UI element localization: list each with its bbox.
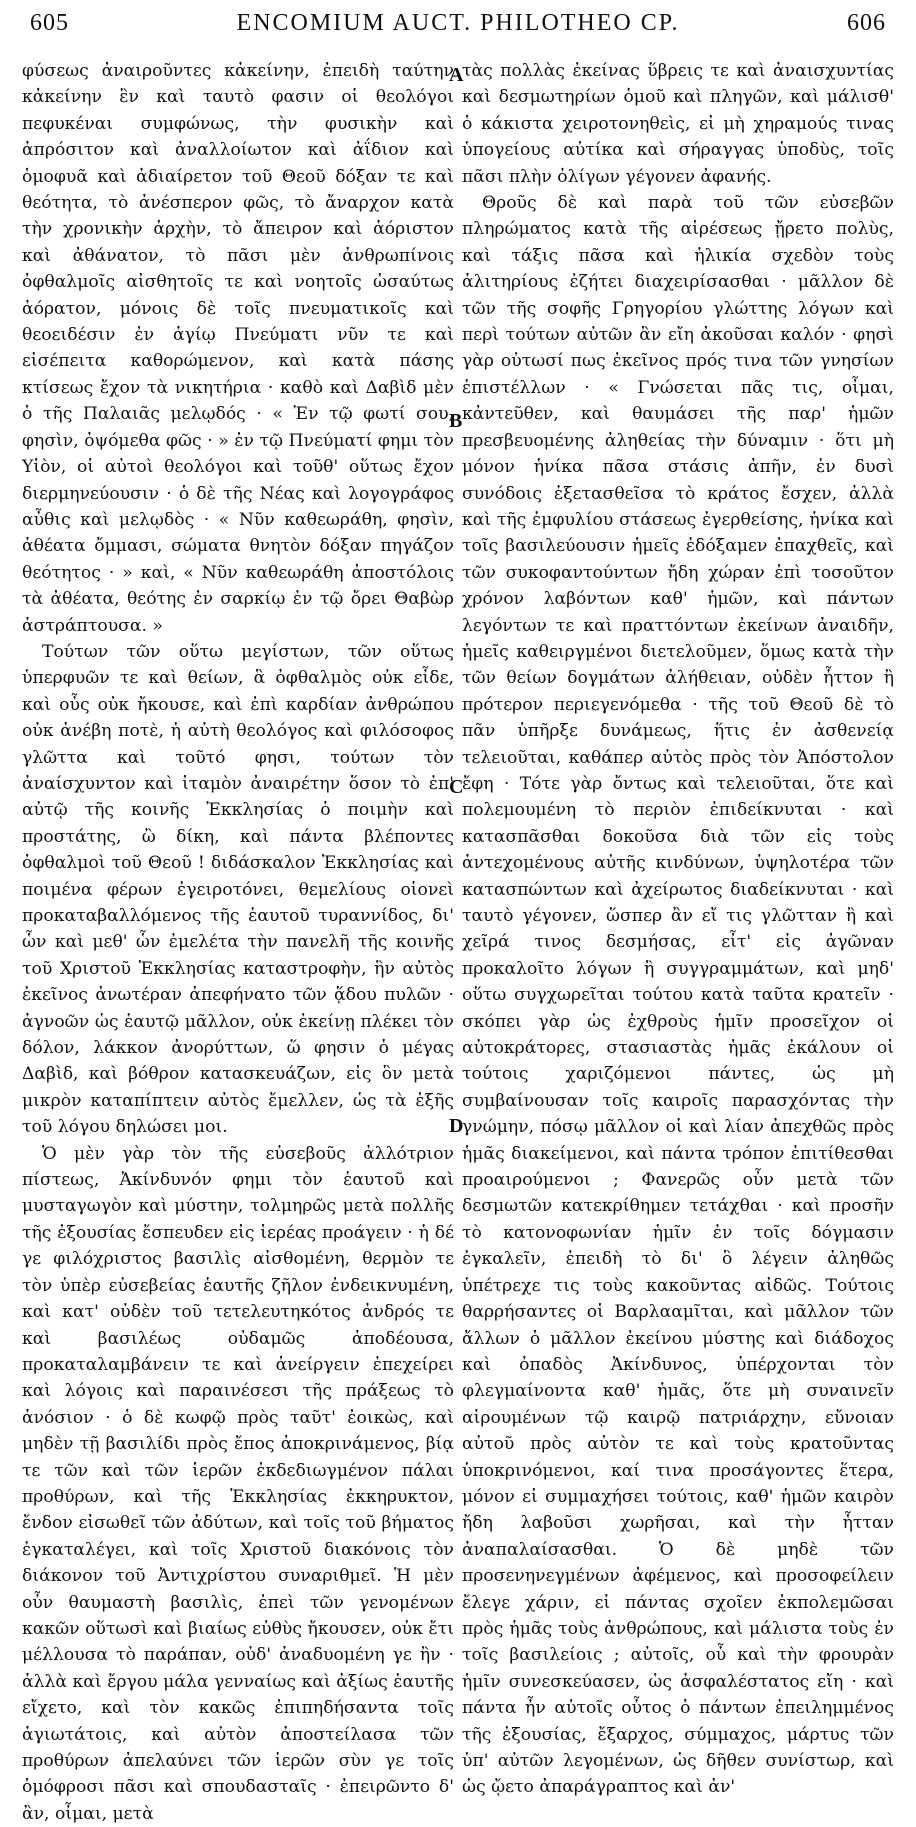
paragraph: Θροῦς δὲ καὶ παρὰ τοῦ τῶν εὐσεβῶν πληρώματος κατὰ τῆς αἱρέσεως ᾔρετο πολὺς, καὶ τάξις πᾶσα καὶ ἡλικία σχεδὸν τοὺς ἀλιτηρίους ἐζήτει διαχειρίσασθαι · μᾶλλον δὲ τῶν τῆς σοφῆς Γρηγορίου γλώττης λόγων καὶ περὶ τούτων αὐτῶν ἂν εἴη ἀκοῦσαι καλόν · φησὶ γὰρ οὑτωσί πως ἐκεῖνος πρός τινα τῶν γνησίων ἐπιστέλλων · « Γνώσεται πᾶς τις, οἶμαι, κἀντεῦθεν, καὶ θαυμάσει τῆς παρ' ἡμῶν πρεσβευομένης ἀληθείας τὴν δύναμιν · ὅτι μὴ μόνον ἡνίκα πᾶσα στάσις ἀπῆν, ἐν δυσὶ συνόδοις ἐξετασθεῖσα τὸ κράτος ἔσχεν, ἀλλὰ καὶ τῆς ἐμφυλίου στάσεως ἐγερθείσης, ἡνίκα καὶ τοῖς βασιλεύουσιν ἡμεῖς ἐδόξαμεν ἐπαχθεῖς, καὶ τῶν συκοφαντούντων ἤδη χώραν ἐπὶ τοσοῦτον χρόνον λαβόντων καθ' ἡμῶν, καὶ πάντων λεγόντων τε καὶ πραττόντων ἐκείνων ἀναιδῆν, ἡμεῖς καθειργμένοι διετελοῦμεν, ὅμως κατὰ τὴν τῶν θείων δογμάτων ἀλήθειαν, οὐδὲν ἧττον ἢ πρότερον περιεγενόμεθα · τῆς τοῦ Θεοῦ δὲ τὸ πᾶν ὑπῆρξε δυνάμεως, ἥτις ἐν ἀσθενείᾳ τελειοῦται, καθάπερ αὐτὸς πρὸς τὸν Ἀπόστολον ἔφη · Τότε γὰρ ὄντως καὶ τελειοῦται, ὅτε καὶ πολεμουμένη τὸ περιὸν ἐπιδείκνυται · καὶ κατασπᾶσθαι δοκοῦσα διὰ τῶν εἰς τοὺς ἀντεχομένους αὐτῆς κινδύνων, ὑψηλοτέρα τῶν κατασπώντων καὶ ἀχείρωτος διαδείκνυται · καὶ ταυτὸ γέγονεν, ὥσπερ ἂν εἴ τις γλῶτταν ἢ καὶ χεῖρά τινος δεσμήσας, εἶτ' εἰς ἀγῶναν προκαλοῖτο λόγων ἢ συγγραμμάτων, καὶ μηδ' οὕτω συγχωρεῖται τούτου κατὰ ταῦτα κρατεῖν · σκόπει γὰρ ὡς ἐχθροὺς ἡμῖν προσεῖχον οἱ αὐτοκράτορες, στασιαστὰς ἡμᾶς ἐκάλουν οἱ τούτοις χαριζόμενοι πάντες, ὡς μὴ συμβαίνουσαν τοῖς καιροῖς παρασχόντας τὴν γνώμην, πόσῳ μᾶλλον οἱ καὶ λίαν ἀπεχθῶς πρὸς ἡμᾶς διακείμενοι, καὶ πάντα τρόπον ἐπιτίθεσθαι προαιρούμενοι ; Φανερῶς οὖν μετὰ τῶν δεσμωτῶν κατεκρίθημεν τετάχθαι · καὶ προσῆν τὸ κατονοφωνίαν ἡμῖν ἐν τοῖς δόγμασιν ἐγκαλεῖν, ἐπειδὴ τὸ δι' ὃ λέγειν ἀληθῶς ὑπέτρεχε τις τοὺς κακοῦντας αἰδῶς. Τούτοις θαρρήσαντες οἱ Βαρλααμῖται, καὶ μᾶλλον τῶν ἄλλων ὁ μᾶλλον ἐκείνου μύστης καὶ διάδοχος καὶ ὀπαδὸς Ἀκίνδυνος, ὑπέρχονται τὸν φλεγμαίνοντα καθ' ἡμᾶς, ὅτε μὴ συναινεῖν αἱρουμένων τῷ καιρῷ πατριάρχην, εὔνοιαν αὐτοῦ πρὸς αὐτὸν τε καὶ τοὺς κρατοῦντας ὑποκρινόμενοι, καί τινα προσάγοντες ἕτερα, μόνον εἰ συμμαχήσει τούτοις, καθ' ἡμῶν καιρὸν ἤδη λαβοῦσι χωρῆσαι, καὶ τὴν ἧτταν ἀναπαλαίσασθαι. Ὁ δὲ μηδὲ τῶν προσενηνεγμένων ἀφέμενος, καὶ προσοφείλειν ἔλεγε χάριν, εἰ πάντας σχοῖεν ἐκπολεμῶσαι πρὸς ἡμᾶς τοὺς ἀνθρώπους, καὶ μάλιστα τοὺς ἐν τοῖς βασιλείοις ; αὐτοῖς, οὗ καὶ τὴν φρουρὰν ἡμῖν συνεσκεύασεν, ὡς ἀσφαλέστατος εἴη · καὶ πάντα ἦν αὐτοῖς οὗτος ὁ πάντων ἐπειλημμένος τῆς ἐξουσίας, ἔξαρχος, σύμμαχος, μάρτυς τῶν ὑπ' αὐτῶν λεγομένων, ὡς δῆθεν συνίστωρ, καὶ ὡς ᾤετο ἀπαράγραπτος καὶ ἀν' <box>462 193 894 1798</box>
margin-marker-c: C <box>449 776 464 798</box>
margin-marker-a: A <box>449 64 464 86</box>
page-number-left: 605 <box>30 10 69 36</box>
margin-marker-d: D <box>449 1115 464 1137</box>
running-title: ENCOMIUM AUCT. PHILOTHEO CP. <box>236 10 680 36</box>
paragraph: τὰς πολλὰς ἐκείνας ὕβρεις τε καὶ ἀναισχυντίας καὶ δεσμωτηρίων ὁμοῦ καὶ πληγῶν, καὶ μάλισθ' ὁ κάκιστα χειροτονηθεὶς, εἰ μὴ χηραμούς τινας ὑπογείους αὐτίκα καὶ σήραγγας ὑποδὺς, τοῖς πᾶσι πλὴν ὀλίγων γέγονεν ἀφανής. <box>462 61 894 187</box>
left-column <box>22 58 454 1824</box>
paragraph: Τούτων τῶν οὕτω μεγίστων, τῶν οὕτως ὑπερφυῶν τε καὶ θείων, ἃ ὀφθαλμὸς οὐκ εἶδε, καὶ οὖς οὐκ ἤκουσε, καὶ ἐπὶ καρδίαν ἀνθρώπου οὐκ ἀνέβη ποτὲ, ἡ αὐτὴ θεολόγος καὶ φιλόσοφος γλῶττα καὶ τοῦτό φησι, τούτων τὸν ἀναίσχυντον καὶ ἰταμὸν ἀναιρέτην ὅσον τὸ ἐπ' αὐτῷ τῆς κοινῆς Ἐκκλησίας ὁ ποιμὴν καὶ προστάτης, ὢ δίκη, καὶ πάντα βλέποντες ὀφθαλμοὶ τοῦ Θεοῦ ! διδάσκαλον Ἐκκλησίας καὶ ποιμένα φέρων ἐγειροτόνει, θεμελίους οἱονεὶ προκαταβαλλόμενος τῆς ἑαυτοῦ τυραννίδος, δι' ὧν καὶ μεθ' ὧν ἐμελέτα τὴν πανελῆ τῆς κοινῆς τοῦ Χριστοῦ Ἐκκλησίας καταστροφὴν, ἣν αὐτὸς ἐκεῖνος ἀνωτέραν ἀπεφήνατο τῶν ᾅδου πυλῶν · ἀγνοῶν ὡς ἑαυτῷ μᾶλλον, οὐκ ἐκείνῃ πλέκει τὸν δόλον, λάκκον ἀνορύττων, ὥ φησιν ὁ μέγας Δαβὶδ, καὶ βόθρον κατασκευάζων, εἰς ὃν μετὰ μικρὸν καταπίπτειν αὐτὸς ἔμελλεν, ὡς τὰ ἑξῆς τοῦ λόγου δηλώσει μοι. <box>22 641 454 1138</box>
page-number-right: 606 <box>847 10 886 36</box>
paragraph: Ὁ μὲν γὰρ τὸν τῆς εὐσεβοῦς ἀλλότριον πίστεως, Ἀκίνδυνόν φημι τὸν ἑαυτοῦ καὶ μυσταγωγὸν καὶ μύστην, τολμηρῶς μετὰ πολλῆς τῆς ἐξουσίας ἔσπευδεν εἰς ἱερέας προάγειν · ἡ δέ γε φιλόχριστος βασιλὶς αἰσθομένη, θερμὸν τε τὸν ὑπὲρ εὐσεβείας ἑαυτῆς ζῆλον ἐνδεικνυμένη, καὶ κατ' οὐδὲν τοῦ τετελευτηκότος ἀνδρός τε καὶ βασιλέως οὐδαμῶς ἀποδέουσα, προκαταλαμβάνειν τε καὶ ἀνείργειν ἐπεχείρει καὶ λόγοις καὶ παραινέσεσι τῆς πράξεως τὸ ἀνόσιον · ὁ δὲ κωφῷ πρὸς ταῦτ' ἐοικὼς, καὶ μηδὲν τῇ βασιλίδι πρὸς ἔπος ἀποκρινάμενος, βίᾳ τε τῶν καὶ τῶν ἱερῶν ἐκδεδιωγμένον πάλαι προθύρων, καὶ τῆς Ἐκκλησίας ἐκκηρυκτον, ἔνδον εἰσωθεῖ τῶν ἀδύτων, καὶ τοῖς τοῦ βήματος ἐγκαταλέγει, καὶ τοῖς Χριστοῦ διακόνοις τὸν διάκονον τοῦ Ἀντιχρίστου συναριθμεῖ. Ἡ μὲν οὖν θαυμαστὴ βασιλὶς, ἐπεὶ τῶν γενομένων κακῶν οὕτωσὶ καὶ βιαίως εὐθὺς ἤκουσεν, οὐκ ἔτι μέλλουσα τὸ παράπαν, οὐδ' ἀναδυομένη γε ἢν · ἀλλὰ καὶ ἔργου μάλα γενναίως καὶ ἀξίως ἑαυτῆς εἴχετο, καὶ τὸν κακῶς ἐπιπηδήσαντα τοῖς ἀγιωτάτοις, καὶ αὐτὸν ἀποστείλασα τῶν προθύρων ἀπελαύνει τῶν ἱερῶν σὺν γε τοῖς ὁμόφροσι πᾶσι καὶ σπουδασταῖς · ἐπειρῶντο δ' ἂν, οἶμαι, μετὰ <box>22 1143 454 1824</box>
page-header <box>22 10 894 50</box>
margin-marker-b: B <box>449 410 463 432</box>
paragraph: φύσεως ἀναιροῦντες κἀκείνην, ἐπειδὴ ταύτην κἀκείνην ἓν καὶ ταυτὸ φασιν οἱ θεολόγοι πεφυκέναι συμφώνως, τὴν φυσικὴν καὶ ἀπρόσιτον καὶ ἀναλλοίωτον καὶ ἀΐδιον καὶ ὁμοφυᾶ καὶ ἀδιαίρετον τοῦ Θεοῦ δόξαν τε καὶ θεότητα, τὸ ἀνέσπερον φῶς, τὸ ἄναρχον κατὰ τὴν χρονικὴν ἀρχὴν, τὸ ἄπειρον καὶ ἀόριστον καὶ ἀθάνατον, τὸ πᾶσι μὲν ἀνθρωπίνοις ὀφθαλμοῖς αἰσθητοῖς τε καὶ νοητοῖς ὡσαύτως ἀόρατον, μόνοις δὲ τοῖς πνευματικοῖς καὶ θεοειδέσιν ἐν ἁγίῳ Πνεύματι νῦν τε καὶ εἰσέπειτα καθορώμενον, καὶ κατὰ πάσης κτίσεως ἔχον τὰ νικητήρια · καθὸ καὶ Δαβὶδ μὲν ὁ τῆς Παλαιᾶς μελῳδός · « Ἐν τῷ φωτί σου, φησὶν, ὀψόμεθα φῶς · » ἐν τῷ Πνεύματί φημι τὸν Υἱὸν, οἱ αὐτοὶ θεολόγοι καὶ τοῦθ' οὕτως ἔχον διερμηνεύουσιν · ὁ δὲ τῆς Νέας καὶ λογογράφος αὖθις καὶ μελῳδὸς · « Νῦν καθεωράθη, φησὶν, ἀθέατα ὄμμασι, σώματα θνητὸν δόξαν πηγάζον θεότητος · » καὶ, « Νῦν καθεωράθη ἀποστόλοις τὰ ἀθέατα, θεότης ἐν σαρκίῳ ἐν τῷ ὄρει Θαβὼρ ἀστράπτουσα. » <box>22 61 454 636</box>
right-column <box>462 58 894 1798</box>
